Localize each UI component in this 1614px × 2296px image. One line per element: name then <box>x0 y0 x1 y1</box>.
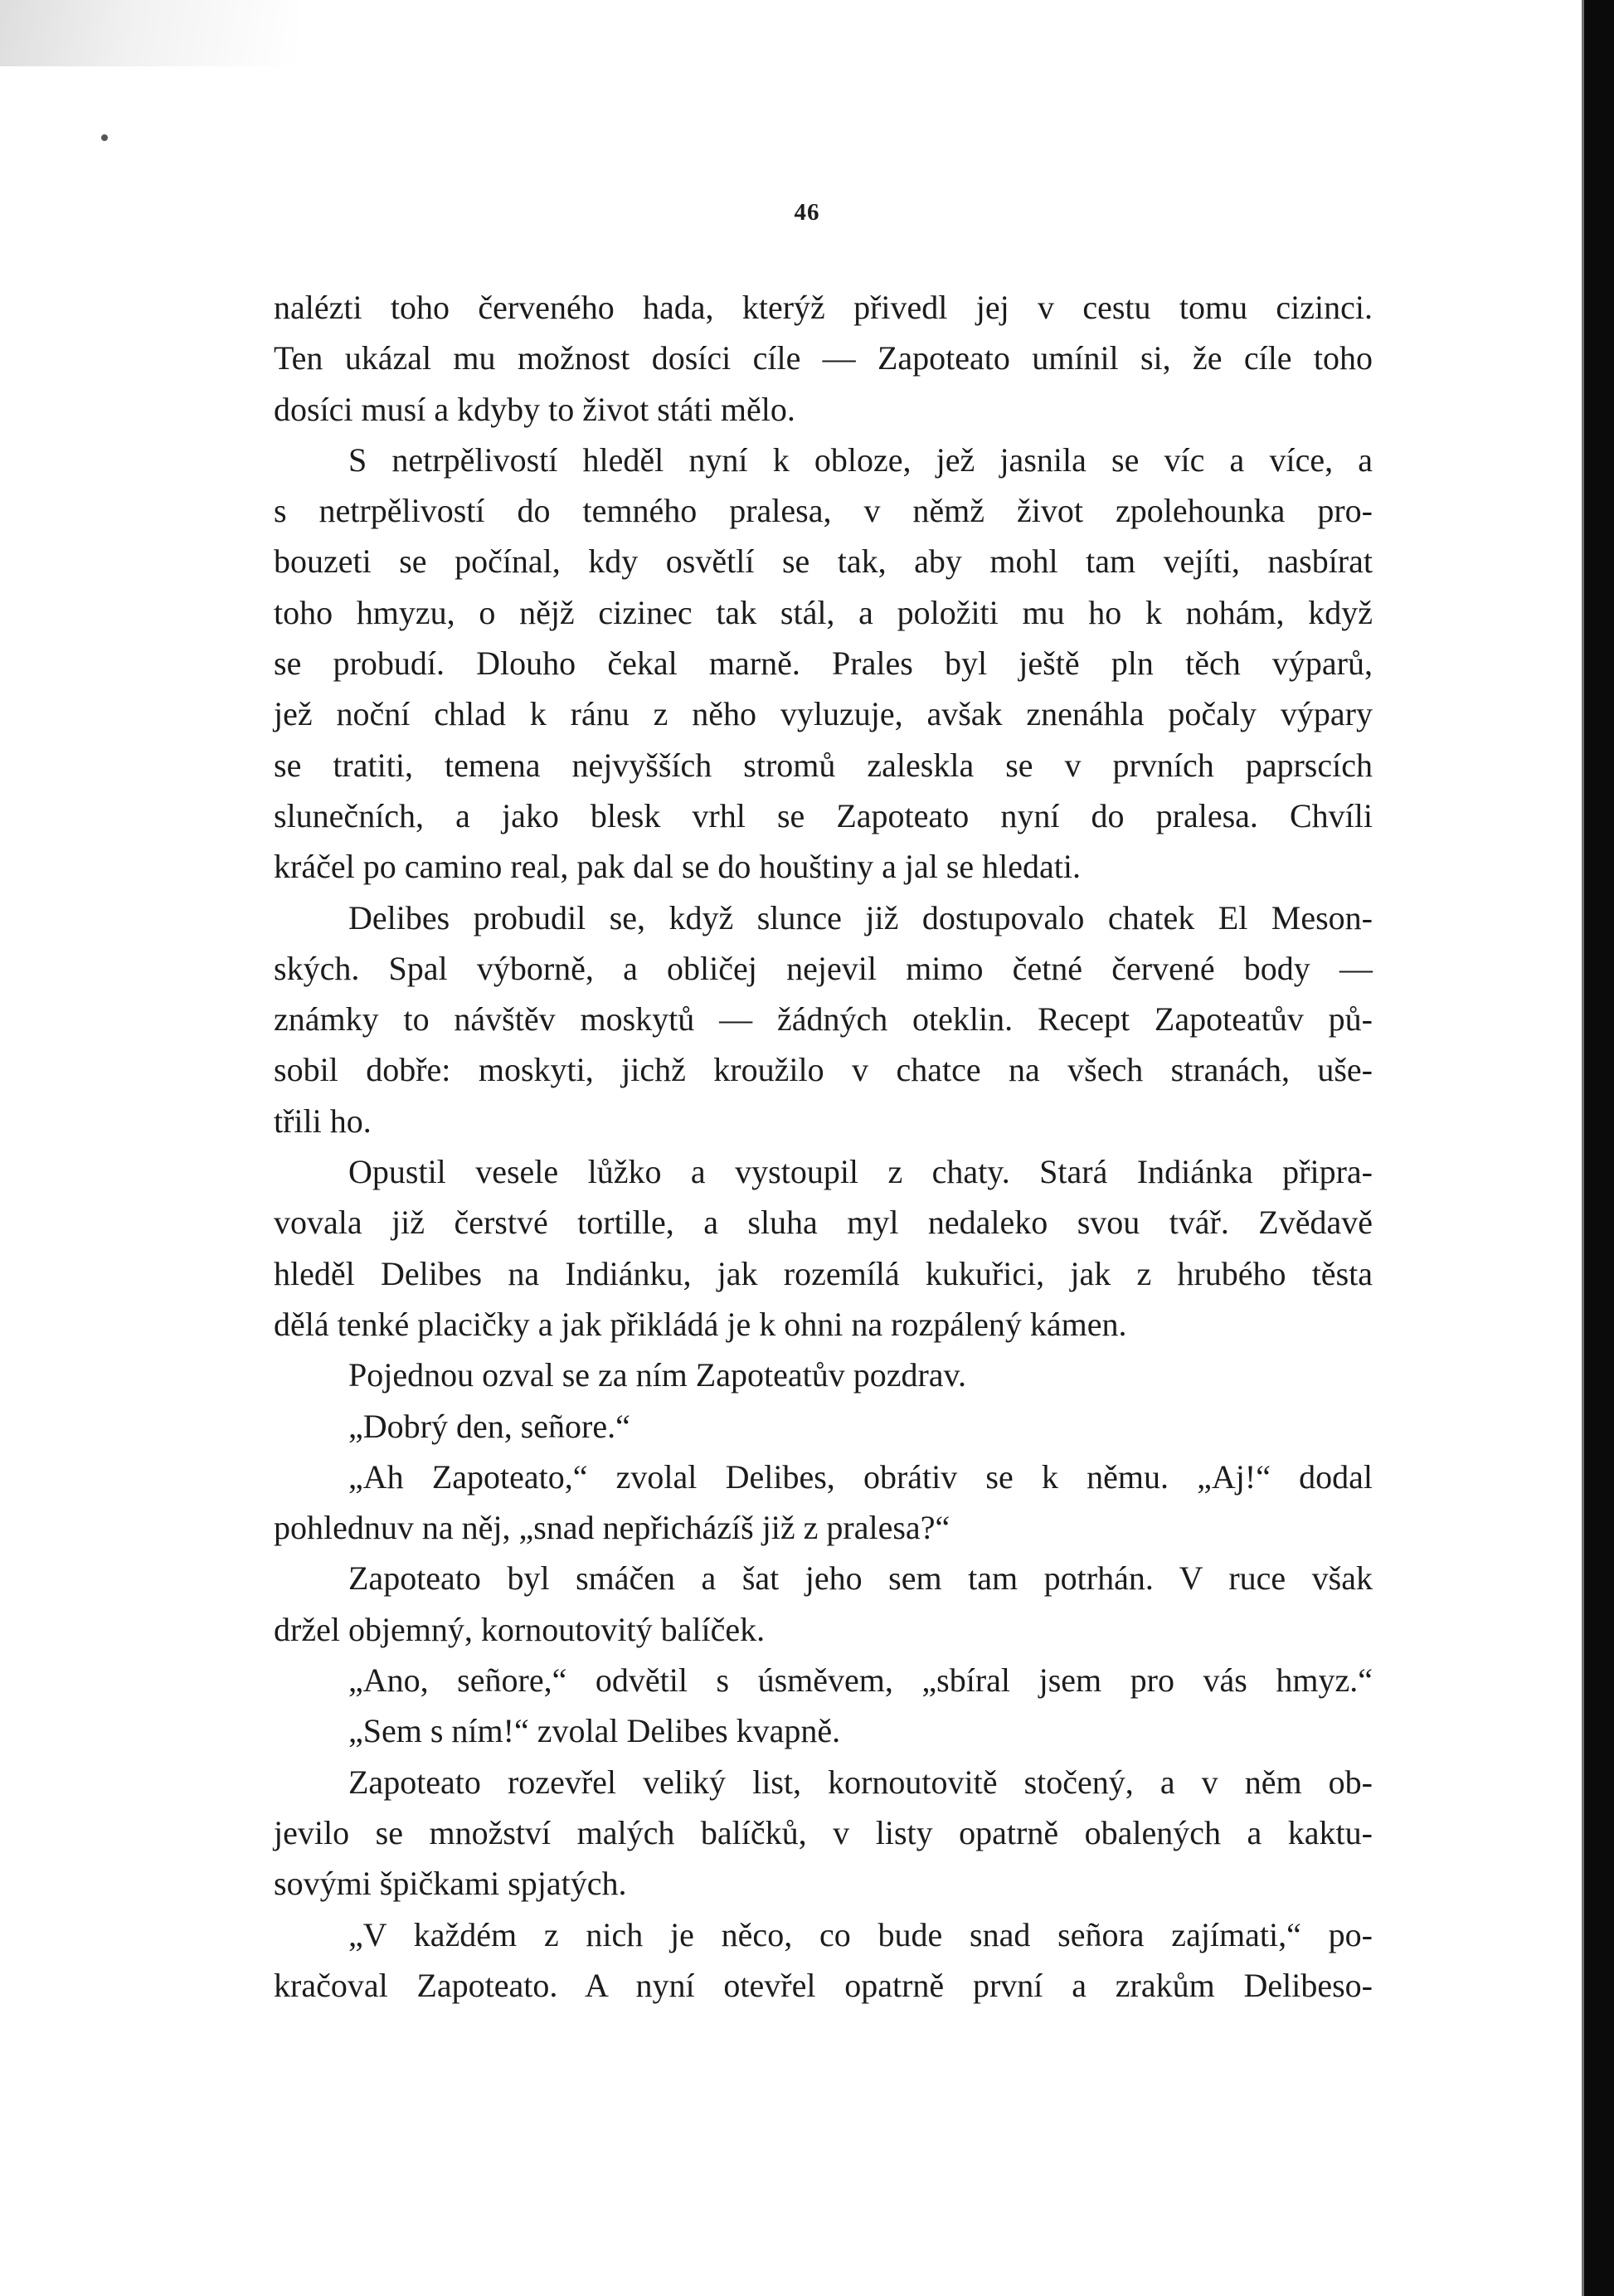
text-line: sovými špičkami spjatých. <box>274 1865 627 1903</box>
scan-smudge <box>0 0 299 66</box>
text-line: jevilo se množství malých balíčků, v listy opatrně obalených a kaktu- <box>274 1813 1373 1851</box>
text-line: dosíci musí a kdyby to život státi mělo. <box>274 390 795 428</box>
text-line: vovala již čerstvé tortille, a sluha myl nedaleko svou tvář. Zvědavě <box>274 1204 1373 1242</box>
text-line: Zapoteato byl smáčen a šat jeho sem tam potrhán. V ruce však <box>348 1559 1373 1598</box>
text-line: se tratiti, temena nejvyšších stromů zaleskla se v prvních paprscích <box>274 746 1373 784</box>
text-line: pohlednuv na něj, „snad nepřicházíš již z pralesa?“ <box>274 1509 950 1547</box>
body-text <box>274 282 1373 2011</box>
text-line: Opustil vesele lůžko a vystoupil z chaty. Stará Indiánka připra- <box>348 1153 1373 1191</box>
text-line: nalézti toho červeného hada, kterýž přivedl jej v cestu tomu cizinci. <box>274 289 1373 326</box>
text-line: S netrpělivostí hleděl nyní k obloze, jež jasnila se víc a více, a <box>348 440 1373 479</box>
text-line: kráčel po camino real, pak dal se do houštiny a jal se hledati. <box>274 848 1082 886</box>
text-line: s netrpělivostí do temného pralesa, v němž život zpolehounka pro- <box>274 492 1373 530</box>
text-line: „Sem s ním!“ zvolal Delibes kvapně. <box>348 1712 841 1750</box>
text-line: Pojednou ozval se za ním Zapoteatův pozdrav. <box>348 1356 966 1394</box>
text-line: Zapoteato rozevřel veliký list, kornoutovitě stočený, a v něm ob- <box>348 1763 1373 1801</box>
text-line: toho hmyzu, o nějž cizinec tak stál, a položiti mu ho k nohám, když <box>274 593 1373 631</box>
page-number: 46 <box>794 199 820 226</box>
text-line: „V každém z nich je něco, co bude snad señora zajímati,“ po- <box>348 1915 1373 1953</box>
text-line: Ten ukázal mu možnost dosíci cíle — Zapoteato umínil si, že cíle toho <box>274 339 1373 377</box>
text-line: držel objemný, kornoutovitý balíček. <box>274 1610 766 1648</box>
scan-edge-border <box>1584 0 1614 2296</box>
text-line: „Ah Zapoteato,“ zvolal Delibes, obrátiv se k němu. „Aj!“ dodal <box>348 1457 1373 1496</box>
text-line: známky to návštěv moskytů — žádných oteklin. Recept Zapoteatův pů- <box>274 1000 1373 1039</box>
text-line: bouzeti se počínal, kdy osvětlí se tak, aby mohl tam vejíti, nasbírat <box>274 542 1373 581</box>
scan-speck <box>101 134 108 141</box>
text-line: ských. Spal výborně, a obličej nejevil mimo četné červené body — <box>274 949 1373 987</box>
text-line: Delibes probudil se, když slunce již dostupovalo chatek El Meson- <box>348 898 1373 936</box>
text-line: dělá tenké placičky a jak přikládá je k ohni na rozpálený kámen. <box>274 1305 1127 1343</box>
text-line: slunečních, a jako blesk vrhl se Zapoteato nyní do pralesa. Chvíli <box>274 796 1373 834</box>
text-line: „Dobrý den, señore.“ <box>348 1407 630 1445</box>
text-line: se probudí. Dlouho čekal marně. Prales byl ještě pln těch výparů, <box>274 645 1373 683</box>
text-line: jež noční chlad k ránu z něho vyluzuje, avšak znenáhla počaly výpary <box>274 695 1373 733</box>
text-line: třili ho. <box>274 1102 372 1140</box>
text-line: kračoval Zapoteato. A nyní otevřel opatrně první a zrakům Delibeso- <box>274 1966 1373 2004</box>
text-line: hleděl Delibes na Indiánku, jak rozemílá kukuřici, jak z hrubého těsta <box>274 1254 1373 1292</box>
text-line: sobil dobře: moskyti, jichž kroužilo v chatce na všech stranách, uše- <box>274 1051 1373 1089</box>
text-line: „Ano, señore,“ odvětil s úsměvem, „sbíral jsem pro vás hmyz.“ <box>348 1661 1373 1700</box>
